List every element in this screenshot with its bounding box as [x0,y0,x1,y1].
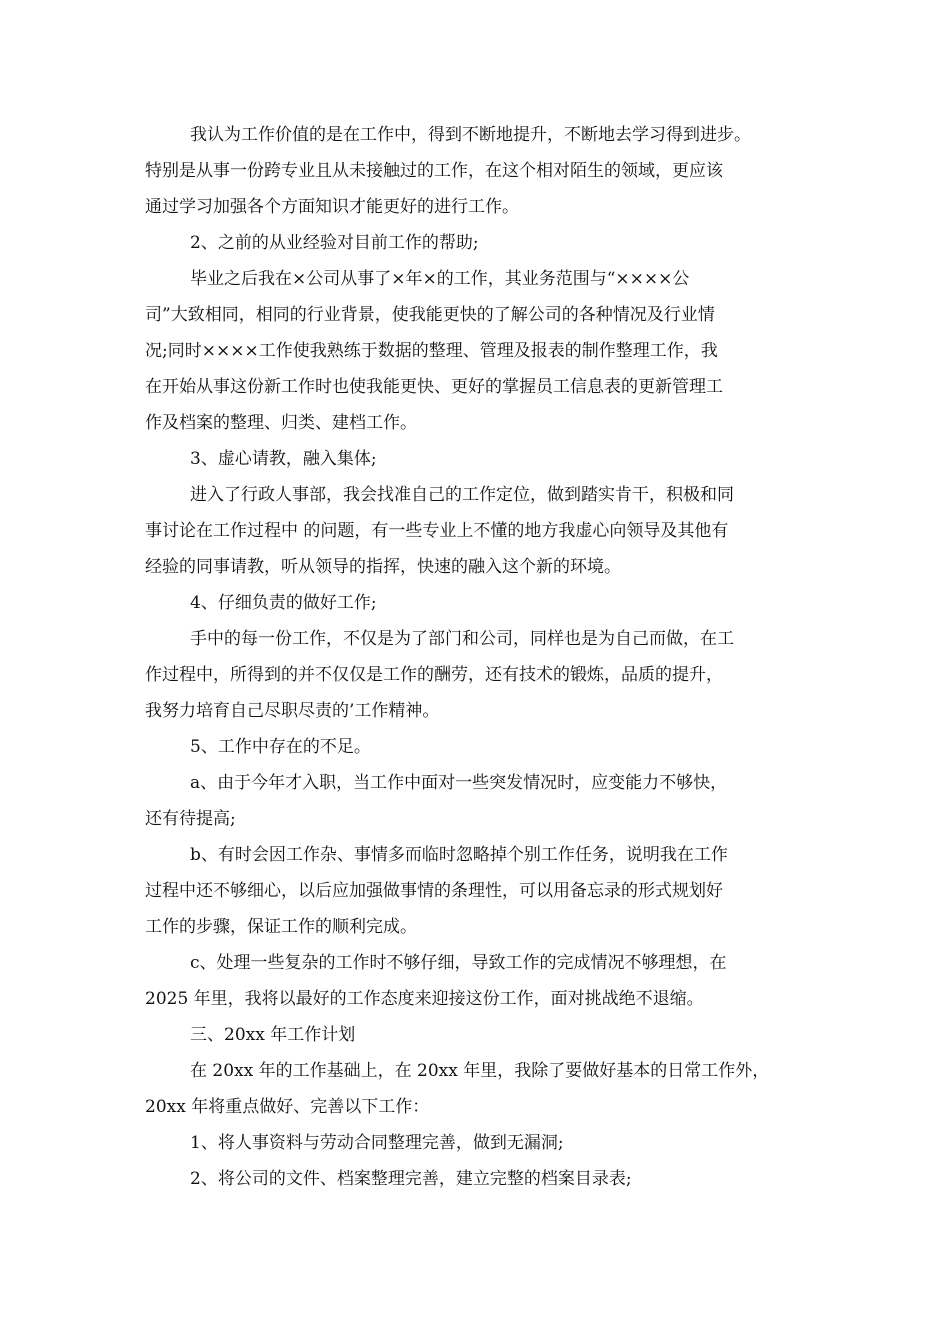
text-line: 进入了行政人事部，我会找准自己的工作定位，做到踏实肯干，积极和同 [190,485,734,505]
text-line: c、处理一些复杂的工作时不够仔细，导致工作的完成情况不够理想，在 [190,953,727,973]
section-heading: 3、虚心请教，融入集体; [190,449,377,469]
text-line: 在 20xx 年的工作基础上，在 20xx 年里，我除了要做好基本的日常工作外， [190,1061,770,1081]
section-heading: 三、20xx 年工作计划 [190,1025,356,1045]
text-line: 事讨论在工作过程中 的问题，有一些专业上不懂的地方我虚心向领导及其他有 [145,521,729,541]
text-line: 毕业之后我在×公司从事了×年×的工作，其业务范围与“××××公 [190,269,690,289]
text-line: 通过学习加强各个方面知识才能更好的进行工作。 [145,197,519,217]
text-line: a、由于今年才入职，当工作中面对一些突发情况时，应变能力不够快， [190,773,728,793]
text-line: 在开始从事这份新工作时也使我能更快、更好的掌握员工信息表的更新管理工 [145,377,723,397]
text-line: 还有待提高; [145,809,236,829]
section-heading: 2、之前的从业经验对目前工作的帮助; [190,233,479,253]
list-item: 2、将公司的文件、档案整理完善，建立完整的档案目录表; [190,1169,632,1189]
text-line: 经验的同事请教，听从领导的指挥，快速的融入这个新的环境。 [145,557,621,577]
text-line: 司”大致相同，相同的行业背景，使我能更快的了解公司的各种情况及行业情 [145,305,715,325]
text-line: b、有时会因工作杂、事情多而临时忽略掉个别工作任务，说明我在工作 [190,845,728,865]
text-line: 况;同时××××工作使我熟练于数据的整理、管理及报表的制作整理工作，我 [145,341,718,361]
text-line: 作过程中，所得到的并不仅仅是工作的酬劳，还有技术的锻炼，品质的提升， [145,665,723,685]
text-line: 我努力培育自己尽职尽责的’工作精神。 [145,701,440,721]
list-item: 1、将人事资料与劳动合同整理完善，做到无漏洞; [190,1133,564,1153]
text-line: 我认为工作价值的是在工作中，得到不断地提升，不断地去学习得到进步。 [190,125,751,145]
text-line: 工作的步骤，保证工作的顺利完成。 [145,917,417,937]
text-line: 手中的每一份工作，不仅是为了部门和公司，同样也是为自己而做，在工 [190,629,734,649]
text-line: 作及档案的整理、归类、建档工作。 [145,413,417,433]
text-line: 2025 年里，我将以最好的工作态度来迎接这份工作，面对挑战绝不退缩。 [145,989,704,1009]
text-line: 20xx 年将重点做好、完善以下工作： [145,1097,430,1117]
section-heading: 4、仔细负责的做好工作; [190,593,377,613]
text-line: 过程中还不够细心，以后应加强做事情的条理性，可以用备忘录的形式规划好 [145,881,723,901]
section-heading: 5、工作中存在的不足。 [190,737,371,757]
text-line: 特别是从事一份跨专业且从未接触过的工作，在这个相对陌生的领域，更应该 [145,161,723,181]
